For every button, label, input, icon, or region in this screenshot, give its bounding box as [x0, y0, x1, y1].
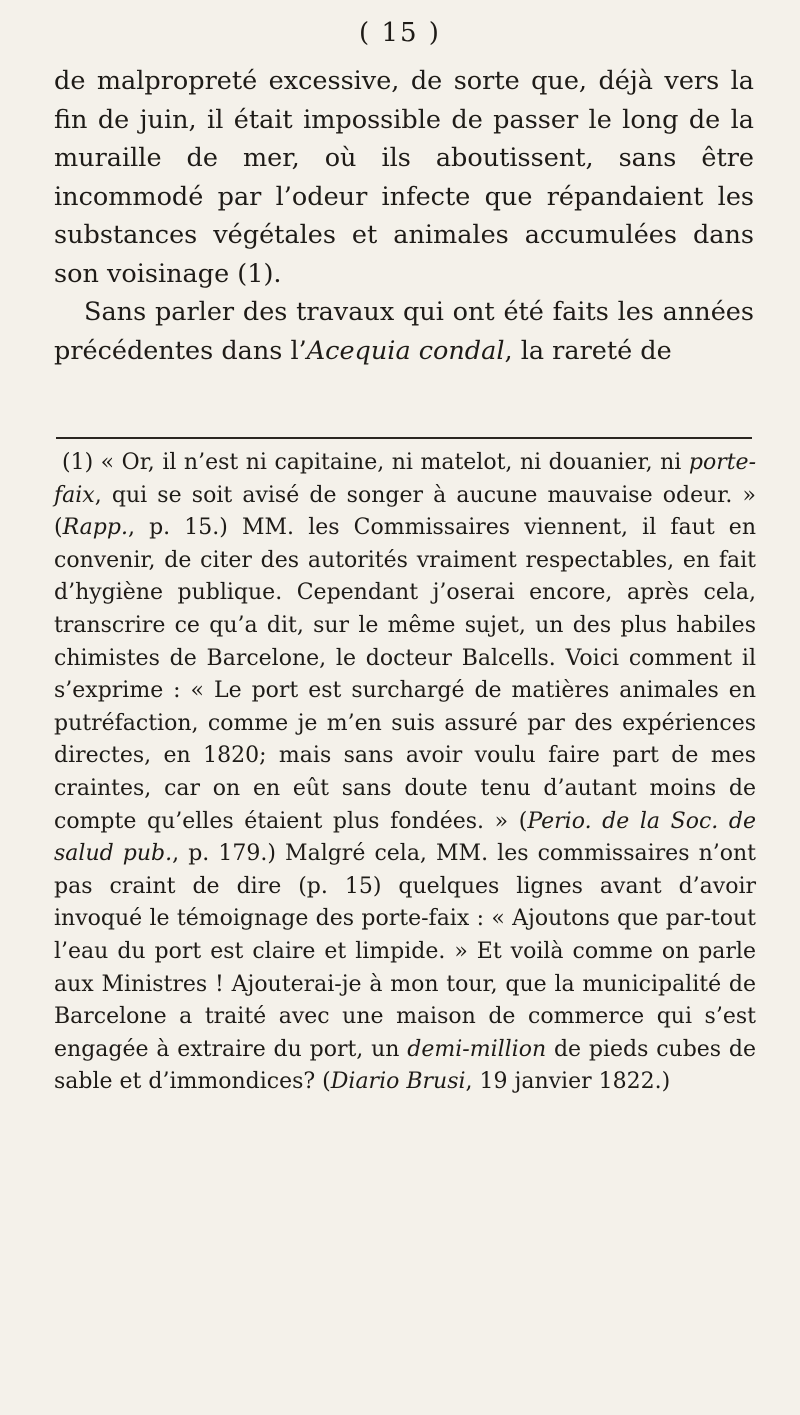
footnote-paragraph — [54, 447, 756, 1099]
paragraph-1: de malpropreté excessive, de sorte que, déjà vers la fin de juin, il était impossible de passer le long de la muraille de mer, où ils aboutissent, sans être incommodé par l’odeur infecte que répandaient les substances végétales et animales accumulées dans son voisinage (1). — [54, 66, 754, 289]
footnote — [54, 447, 756, 1099]
footnote-text-1: (1) « Or, il n’est ni capitaine, ni matelot, ni douanier, ni — [62, 450, 689, 475]
footnote-separator — [56, 437, 752, 439]
footnote-text-3: , p. 15.) MM. les Commissaires viennent, il faut en convenir, de citer des autorités vraiment respectables, en fait d’hygiène publique. Cependant j’oserai encore, après cela, transcrire ce qu’a dit, sur le même sujet, un des plus habiles chimistes de Barcelone, le docteur Balcells. Voici comment il s’exprime : « Le port est surchargé de matières animales en putréfaction, comme je m’en suis assuré par des expériences directes, en 1820; mais sans avoir voulu faire part de mes craintes, car on en eût sans doute tenu d’autant moins de compte qu’elles étaient plus fondées. » ( — [54, 515, 756, 834]
paragraph-2 — [54, 293, 754, 370]
footnote-italic-1: porte-faix — [54, 450, 756, 508]
footnote-text-6: , 19 janvier 1822.) — [465, 1069, 671, 1095]
main-text — [54, 62, 754, 370]
footnote-text-5: de pieds cubes de sable et d’immondices? ( — [54, 1036, 757, 1095]
paragraph-2-italic: Acequia condal — [306, 335, 505, 366]
page-number: ( 15 ) — [359, 18, 441, 48]
footnote-text-4: , p. 179.) Malgré cela, MM. les commissaires n’ont pas craint de dire (p. 15) quelques lignes avant d’avoir invoqué le témoignage des porte-faix : « Ajoutons que par-tout l’eau du port est claire et limpide. » Et voilà comme on parle aux Ministres ! Ajouterai-je à mon tour, que la municipalité de Barcelone a traité avec une maison de commerce qui s’est engagée à extraire du port, un — [54, 841, 757, 1062]
paragraph-2-text-b: , la rareté de — [504, 335, 672, 366]
footnote-italic-2: Rapp. — [62, 515, 128, 541]
footnote-text-2: , qui se soit avisé de songer à aucune mauvaise odeur. » ( — [54, 482, 756, 541]
paragraph-2-text-a: Sans parler des travaux qui ont été faits les années précédentes dans l’ — [54, 297, 754, 366]
footnote-italic-5: Diario Brusi — [330, 1069, 466, 1095]
footnote-italic-3: Perio. de la Soc. de salud pub. — [54, 808, 757, 867]
footnote-italic-4: demi-million — [407, 1036, 547, 1062]
